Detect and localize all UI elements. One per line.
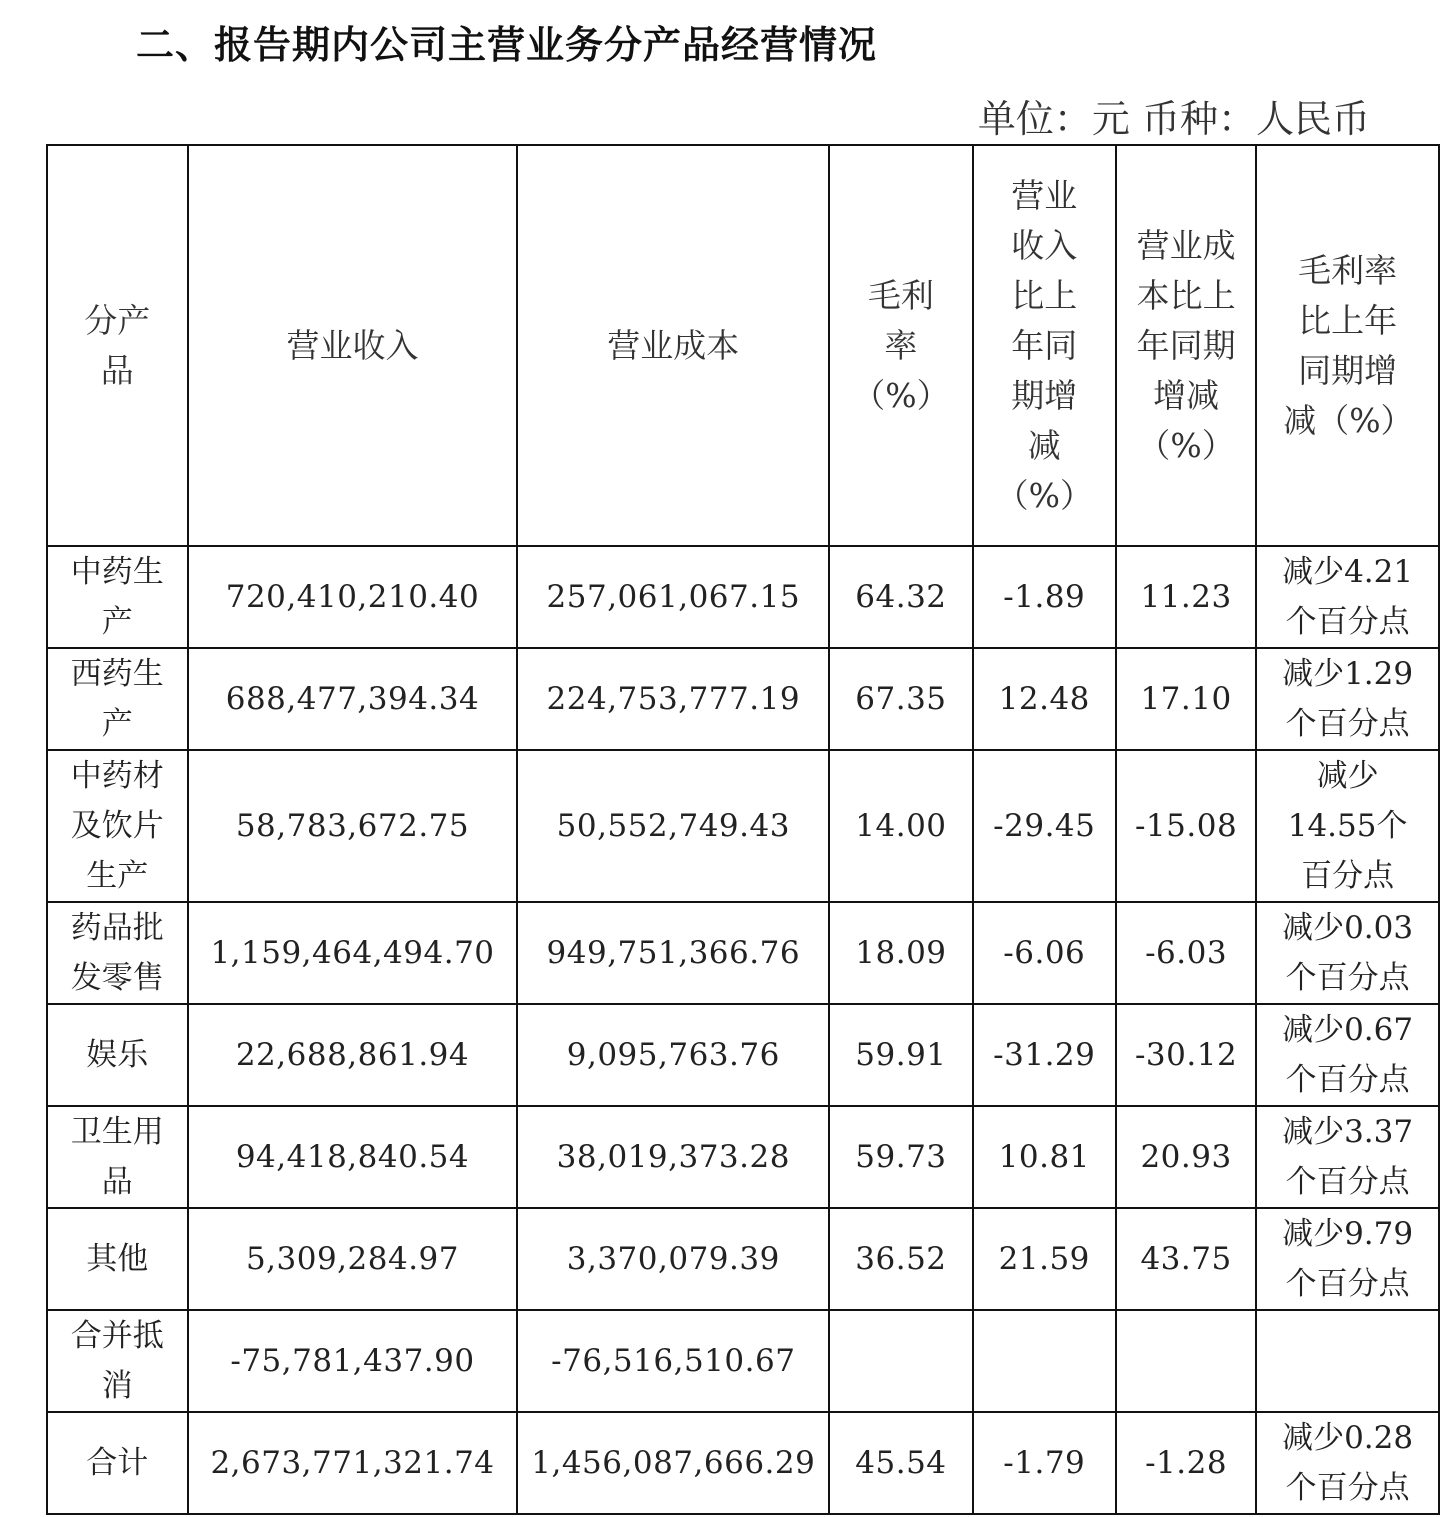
cost-change-cell: -30.12 — [1116, 1004, 1256, 1106]
cost-cell: 1,456,087,666.29 — [517, 1412, 829, 1514]
header-row — [47, 145, 1439, 546]
table-row — [47, 546, 1439, 648]
gross-margin-cell: 36.52 — [829, 1208, 972, 1310]
cost-cell: 949,751,366.76 — [517, 902, 829, 1004]
product-cell: 中药生产 — [47, 546, 188, 648]
cost-change-cell: -15.08 — [1116, 750, 1256, 902]
gross-margin-cell: 14.00 — [829, 750, 972, 902]
cost-change-cell: 11.23 — [1116, 546, 1256, 648]
header-gross-margin: 毛利率（%） — [829, 145, 972, 546]
revenue-cell: 22,688,861.94 — [188, 1004, 518, 1106]
product-cell: 中药材及饮片生产 — [47, 750, 188, 902]
revenue-change-cell: -1.89 — [973, 546, 1116, 648]
header-cost-change: 营业成本比上年同期增减（%） — [1116, 145, 1256, 546]
margin-change-cell: 减少14.55个百分点 — [1256, 750, 1439, 902]
revenue-cell: 58,783,672.75 — [188, 750, 518, 902]
cost-change-cell: 17.10 — [1116, 648, 1256, 750]
revenue-change-cell: -31.29 — [973, 1004, 1116, 1106]
cost-cell: 3,370,079.39 — [517, 1208, 829, 1310]
cost-change-cell: 43.75 — [1116, 1208, 1256, 1310]
cost-change-cell: 20.93 — [1116, 1106, 1256, 1208]
table-row — [47, 902, 1439, 1004]
revenue-change-cell — [973, 1310, 1116, 1412]
table-row — [47, 1310, 1439, 1412]
cost-cell: 38,019,373.28 — [517, 1106, 829, 1208]
table-row — [47, 1004, 1439, 1106]
margin-change-cell: 减少0.67个百分点 — [1256, 1004, 1439, 1106]
gross-margin-cell: 45.54 — [829, 1412, 972, 1514]
table-row — [47, 1412, 1439, 1514]
product-business-table — [46, 144, 1440, 1515]
margin-change-cell: 减少9.79个百分点 — [1256, 1208, 1439, 1310]
cost-change-cell: -6.03 — [1116, 902, 1256, 1004]
section-title: 二、报告期内公司主营业务分产品经营情况 — [136, 23, 878, 67]
table-row — [47, 1208, 1439, 1310]
gross-margin-cell — [829, 1310, 972, 1412]
cost-cell: -76,516,510.67 — [517, 1310, 829, 1412]
cost-cell: 224,753,777.19 — [517, 648, 829, 750]
margin-change-cell: 减少3.37个百分点 — [1256, 1106, 1439, 1208]
revenue-cell: -75,781,437.90 — [188, 1310, 518, 1412]
margin-change-cell: 减少0.03个百分点 — [1256, 902, 1439, 1004]
product-cell: 西药生产 — [47, 648, 188, 750]
revenue-cell: 94,418,840.54 — [188, 1106, 518, 1208]
gross-margin-cell: 59.91 — [829, 1004, 972, 1106]
revenue-change-cell: 12.48 — [973, 648, 1116, 750]
revenue-change-cell: -6.06 — [973, 902, 1116, 1004]
product-cell: 卫生用品 — [47, 1106, 188, 1208]
revenue-change-cell: 21.59 — [973, 1208, 1116, 1310]
unit-currency-note: 单位：元 币种：人民币 — [977, 97, 1370, 141]
revenue-cell: 688,477,394.34 — [188, 648, 518, 750]
product-cell: 合并抵消 — [47, 1310, 188, 1412]
revenue-cell: 720,410,210.40 — [188, 546, 518, 648]
header-cost: 营业成本 — [517, 145, 829, 546]
revenue-change-cell: -1.79 — [973, 1412, 1116, 1514]
table-row — [47, 750, 1439, 902]
header-product: 分产品 — [47, 145, 188, 546]
cost-change-cell: -1.28 — [1116, 1412, 1256, 1514]
table-row — [47, 1106, 1439, 1208]
header-margin-change: 毛利率比上年同期增减（%） — [1256, 145, 1439, 546]
product-cell: 合计 — [47, 1412, 188, 1514]
header-revenue: 营业收入 — [188, 145, 518, 546]
gross-margin-cell: 67.35 — [829, 648, 972, 750]
header-revenue-change: 营业收入比上年同期增减（%） — [973, 145, 1116, 546]
product-cell: 药品批发零售 — [47, 902, 188, 1004]
cost-change-cell — [1116, 1310, 1256, 1412]
cost-cell: 50,552,749.43 — [517, 750, 829, 902]
cost-cell: 257,061,067.15 — [517, 546, 829, 648]
margin-change-cell: 减少1.29个百分点 — [1256, 648, 1439, 750]
revenue-change-cell: 10.81 — [973, 1106, 1116, 1208]
revenue-cell: 5,309,284.97 — [188, 1208, 518, 1310]
gross-margin-cell: 18.09 — [829, 902, 972, 1004]
margin-change-cell — [1256, 1310, 1439, 1412]
product-cell: 娱乐 — [47, 1004, 188, 1106]
revenue-cell: 1,159,464,494.70 — [188, 902, 518, 1004]
product-cell: 其他 — [47, 1208, 188, 1310]
margin-change-cell: 减少0.28个百分点 — [1256, 1412, 1439, 1514]
cost-cell: 9,095,763.76 — [517, 1004, 829, 1106]
margin-change-cell: 减少4.21个百分点 — [1256, 546, 1439, 648]
gross-margin-cell: 59.73 — [829, 1106, 972, 1208]
table-row — [47, 648, 1439, 750]
gross-margin-cell: 64.32 — [829, 546, 972, 648]
revenue-cell: 2,673,771,321.74 — [188, 1412, 518, 1514]
revenue-change-cell: -29.45 — [973, 750, 1116, 902]
